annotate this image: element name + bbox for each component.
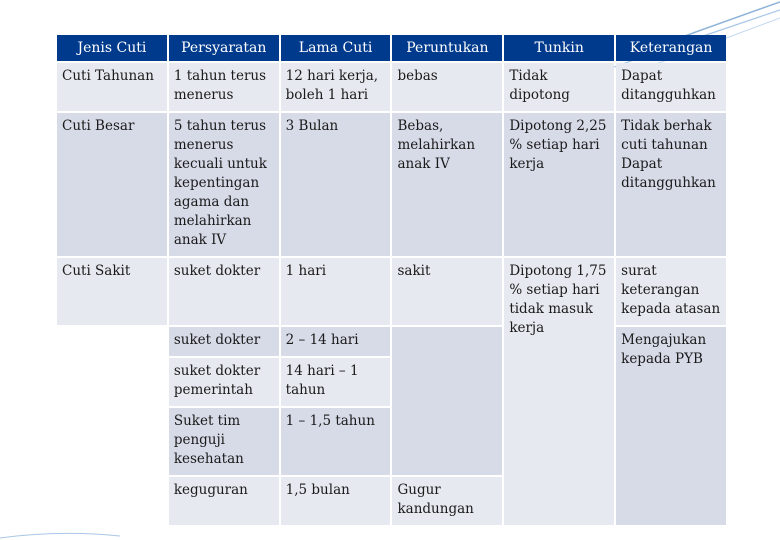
cell-untuk: Bebas, melahirkan anak IV bbox=[392, 113, 502, 256]
cell-syarat: keguguran bbox=[169, 477, 279, 525]
cell-untuk: sakit bbox=[392, 258, 502, 325]
cell-jenis: Cuti Sakit bbox=[57, 258, 167, 325]
cell-untuk: bebas bbox=[392, 63, 502, 111]
header-lama-cuti: Lama Cuti bbox=[281, 35, 391, 61]
cell-ket-pyb: Mengajukan kepada PYB bbox=[616, 327, 726, 525]
header-jenis-cuti: Jenis Cuti bbox=[57, 35, 167, 61]
cell-syarat: suket dokter pemerintah bbox=[169, 358, 279, 406]
cell-tunkin: Dipotong 2,25 % setiap hari kerja bbox=[504, 113, 614, 256]
cell-lama: 14 hari – 1 tahun bbox=[281, 358, 391, 406]
cell-ket: Tidak berhak cuti tahunan Dapat ditangguhkan bbox=[616, 113, 726, 256]
cell-empty bbox=[57, 477, 167, 525]
cell-tunkin-sakit: Dipotong 1,75 % setiap hari tidak masuk kerja bbox=[504, 258, 614, 525]
cell-ket-sakit: surat keterangan kepada atasan bbox=[616, 258, 726, 325]
header-persyaratan: Persyaratan bbox=[169, 35, 279, 61]
header-peruntukan: Peruntukan bbox=[392, 35, 502, 61]
header-keterangan: Keterangan bbox=[616, 35, 726, 61]
cell-empty bbox=[57, 358, 167, 406]
cell-syarat: suket dokter bbox=[169, 258, 279, 325]
table-row bbox=[57, 258, 726, 325]
cell-lama: 2 – 14 hari bbox=[281, 327, 391, 356]
cell-syarat: 1 tahun terus menerus bbox=[169, 63, 279, 111]
cell-tunkin: Tidak dipotong bbox=[504, 63, 614, 111]
cell-lama: 1 – 1,5 tahun bbox=[281, 408, 391, 475]
header-row bbox=[57, 35, 726, 61]
cell-syarat: 5 tahun terus menerus kecuali untuk kepentingan agama dan melahirkan anak IV bbox=[169, 113, 279, 256]
header-tunkin: Tunkin bbox=[504, 35, 614, 61]
cell-empty bbox=[57, 408, 167, 475]
cell-empty bbox=[57, 327, 167, 356]
cell-syarat: suket dokter bbox=[169, 327, 279, 356]
cell-syarat: Suket tim penguji kesehatan bbox=[169, 408, 279, 475]
cell-lama: 1 hari bbox=[281, 258, 391, 325]
leave-table bbox=[55, 33, 728, 527]
cell-lama: 12 hari kerja, boleh 1 hari bbox=[281, 63, 391, 111]
cell-untuk: Gugur kandungan bbox=[392, 477, 502, 525]
table-row bbox=[57, 63, 726, 111]
cell-jenis: Cuti Tahunan bbox=[57, 63, 167, 111]
cell-lama: 3 Bulan bbox=[281, 113, 391, 256]
cell-lama: 1,5 bulan bbox=[281, 477, 391, 525]
table-row bbox=[57, 113, 726, 256]
cell-jenis: Cuti Besar bbox=[57, 113, 167, 256]
table-row bbox=[57, 327, 726, 356]
cell-untuk-span bbox=[392, 327, 502, 475]
cell-ket: Dapat ditangguhkan bbox=[616, 63, 726, 111]
